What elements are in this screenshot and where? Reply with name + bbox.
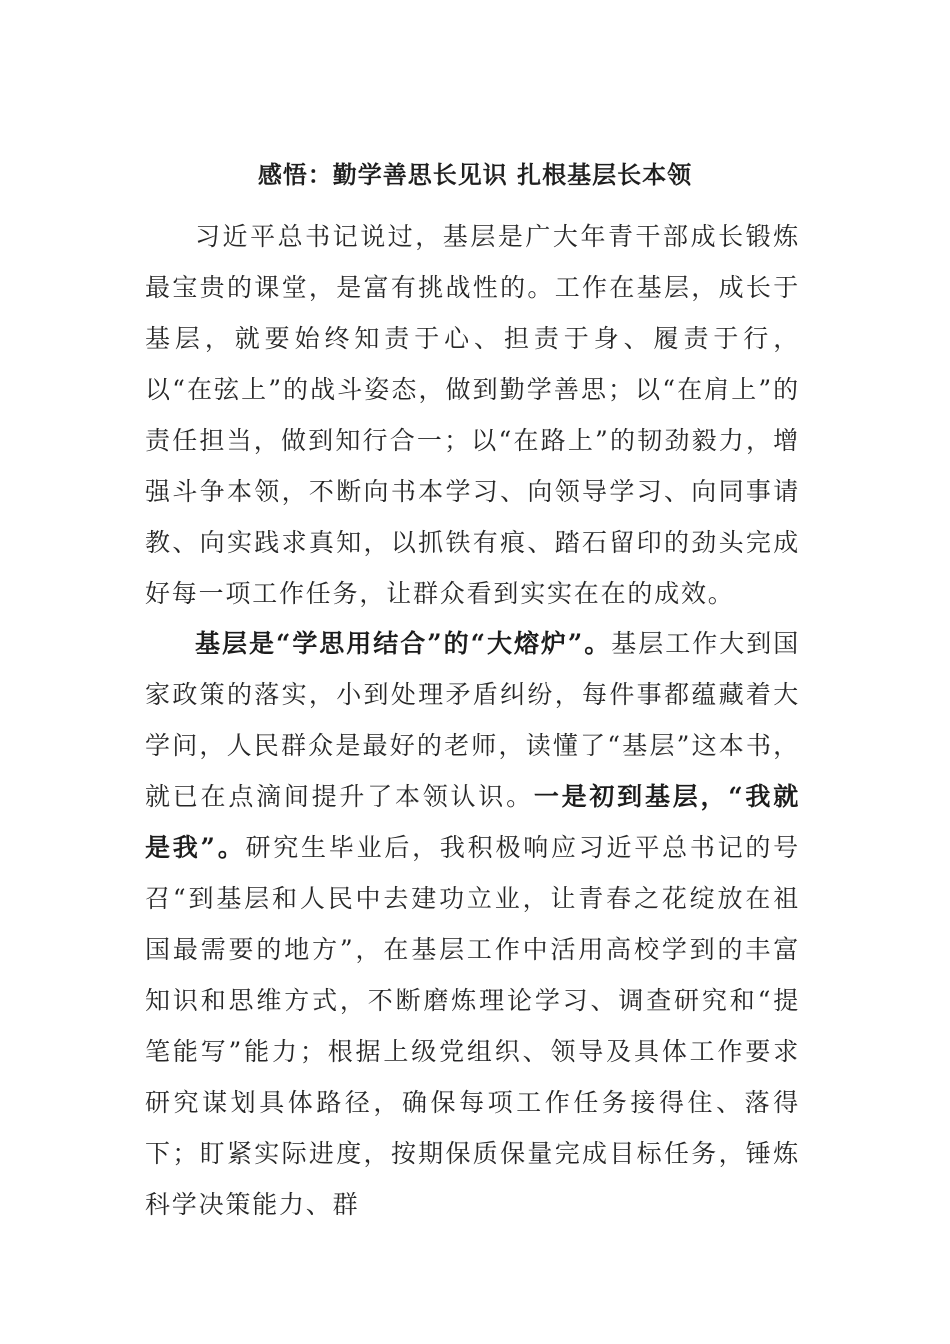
paragraph-intro: 习近平总书记说过，基层是广大年青干部成长锻炼最宝贵的课堂，是富有挑战性的。工作在基层，成长于基层，就要始终知责于心、担责于身、履责于行，以“在弦上”的战斗姿态，做到勤学善思；以“在肩上”的责任担当，做到知行合一；以“在路上”的韧劲毅力，增强斗争本领，不断向书本学习、向领导学习、向同事请教、向实践求真知，以抓铁有痕、踏石留印的劲头完成好每一项工作任务，让群众看到实实在在的成效。 bbox=[145, 222, 800, 608]
paragraph-subheading: 一是初到基层，“我就是我”。 bbox=[145, 782, 800, 862]
document-title: 感悟：勤学善思长见识 扎根基层长本领 bbox=[257, 160, 693, 189]
paragraph-text: 基层工作大到国家政策的落实，小到处理矛盾纠纷，每件事都蕴藏着大学问，人民群众是最好的老师，读懂了“基层”这本书，就已在点滴间提升了本领认识。 bbox=[145, 629, 800, 811]
paragraph-grassroots bbox=[145, 618, 800, 1230]
paragraph-heading: 基层是“学思用结合”的“大熔炉”。 bbox=[195, 629, 612, 658]
paragraph-text-continued: 研究生毕业后，我积极响应习近平总书记的号召“到基层和人民中去建功立业，让青春之花绽放在祖国最需要的地方”，在基层工作中活用高校学到的丰富知识和思维方式，不断磨炼理论学习、调查研究和“提笔能写”能力；根据上级党组织、领导及具体工作要求研究谋划具体路径，确保每项工作任务接得住、落得下；盯紧实际进度，按期保质保量完成目标任务，锤炼科学决策能力、群 bbox=[145, 833, 800, 1219]
